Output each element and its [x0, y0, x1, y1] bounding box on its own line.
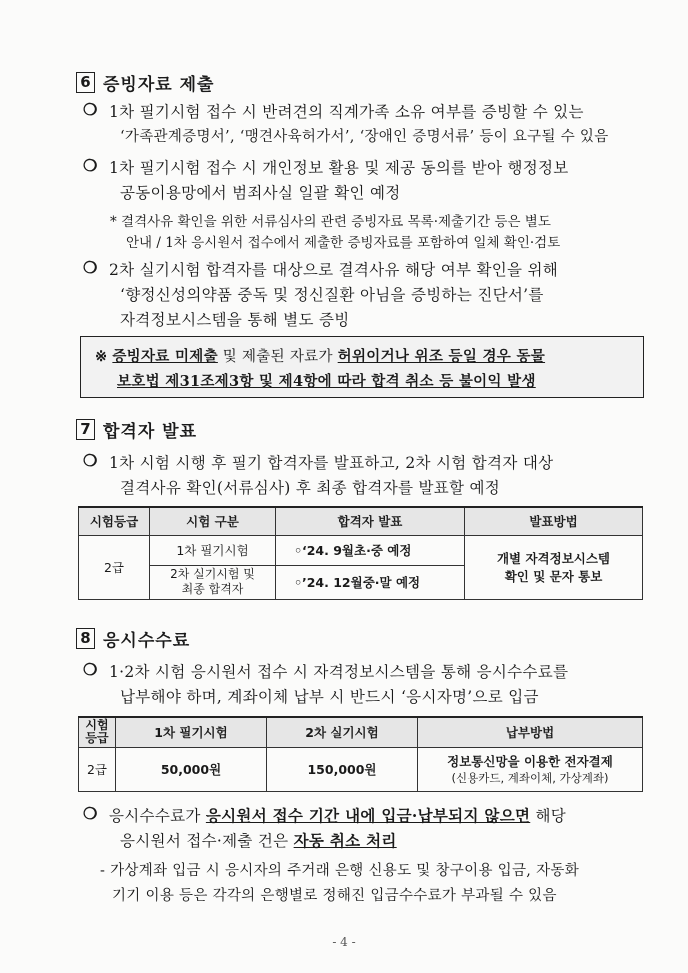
table-cell: 1차 필기시험	[150, 535, 276, 565]
paragraph-line	[109, 804, 566, 826]
table-header: 시험등급	[79, 507, 150, 535]
bullet-circle-icon: ❍	[83, 804, 98, 823]
dash-item-line: 기기 이용 등은 각각의 은행별로 정해진 입금수수료가 부과될 수 있음	[112, 888, 557, 904]
table-row	[79, 535, 643, 565]
table-header-row	[79, 717, 643, 747]
table-header: 발표방법	[465, 507, 643, 535]
method-line: 정보통신망을 이용한 전자결제	[447, 754, 613, 769]
bullet-circle-icon: ❍	[83, 660, 98, 679]
warning-line-2	[117, 370, 536, 391]
section-8-heading	[76, 626, 190, 651]
section-number: 8	[76, 628, 95, 649]
table-header: 납부방법	[418, 717, 643, 747]
table-cell: 2급	[79, 535, 150, 599]
paragraph-line: 1·2차 시험 응시원서 접수 시 자격정보시스템을 통해 응시수수료를	[109, 663, 569, 681]
emphasis-span: 자동 취소 처리	[293, 831, 397, 850]
cell-line: 2차 실기시험 및	[170, 567, 255, 581]
paragraph-line: 자격정보시스템을 통해 별도 증빙	[120, 311, 350, 329]
text-span: 응시수수료가	[109, 807, 206, 825]
table-header	[79, 717, 116, 747]
paragraph-line: 납부해야 하며, 계좌이체 납부 시 반드시 ‘응시자명’으로 입금	[120, 688, 539, 706]
cell-line: 최종 합격자	[181, 582, 244, 596]
page-number: - 4 -	[332, 935, 356, 949]
warning-emphasis: 증빙자료 미제출	[112, 348, 218, 365]
paragraph-line: 1차 필기시험 접수 시 반려견의 직계가족 소유 여부를 증빙할 수 있는	[109, 103, 584, 121]
header-line: 시험	[85, 718, 109, 733]
footnote-line: 안내 / 1차 응시원서 접수에서 제출한 증빙자료를 포함하여 일체 확인·검토	[126, 235, 561, 251]
section-title: 응시수수료	[103, 631, 191, 651]
table-header-row	[79, 507, 643, 535]
warning-line-1	[95, 345, 545, 366]
reference-mark: ※	[95, 348, 108, 365]
paragraph-line	[120, 829, 397, 851]
table-header: 합격자 발표	[276, 507, 465, 535]
dash-item-line: - 가상계좌 입금 시 응시자의 주거래 은행 신용도 및 창구이용 입금, 자동화	[100, 863, 580, 879]
table-cell	[418, 747, 643, 791]
paragraph-line: 1차 시험 시행 후 필기 합격자를 발표하고, 2차 시험 합격자 대상	[109, 454, 554, 472]
paragraph-line: ‘가족관계증명서’, ‘맹견사육허가서’, ‘장애인 증명서류’ 등이 요구될 수 있음	[120, 129, 609, 145]
section-7-heading	[76, 417, 197, 442]
paragraph-line: ‘향정신성의약품 중독 및 정신질환 아님을 증빙하는 진단서’를	[120, 286, 544, 304]
bullet-circle-icon: ❍	[83, 258, 98, 277]
method-line: 확인 및 문자 통보	[504, 569, 603, 584]
section-6-heading	[76, 70, 214, 95]
table-cell: 2급	[79, 747, 116, 791]
warning-emphasis: 보호법 제31조제3항 및 제4항에 따라 합격 취소 등 불이익 발생	[117, 373, 536, 390]
table-cell: ◦’24. 12월중·말 예정	[276, 565, 465, 599]
method-line: (신용카드, 계좌이체, 가상계좌)	[451, 771, 609, 785]
bullet-circle-icon: ❍	[83, 156, 98, 175]
bullet-circle-icon: ❍	[83, 451, 98, 470]
text-span: 응시원서 접수·제출 건은	[120, 832, 294, 850]
section-number: 6	[76, 72, 95, 93]
warning-box	[80, 336, 644, 398]
paragraph-line: 2차 실기시험 합격자를 대상으로 결격사유 해당 여부 확인을 위해	[109, 261, 559, 279]
bullet-circle-icon: ❍	[83, 100, 98, 119]
text-span: 해당	[530, 807, 567, 825]
table-header: 2차 실기시험	[267, 717, 418, 747]
emphasis-span: 응시원서 접수 기간 내에 입금·납부되지 않으면	[205, 806, 531, 825]
table-header: 1차 필기시험	[116, 717, 267, 747]
section-title: 합격자 발표	[103, 422, 198, 442]
table-row	[79, 747, 643, 791]
table-header: 시험 구분	[150, 507, 276, 535]
fee-table	[78, 716, 643, 792]
section-number: 7	[76, 419, 95, 440]
table-cell	[150, 565, 276, 599]
table-cell: 150,000원	[267, 747, 418, 791]
section-title: 증빙자료 제출	[103, 75, 215, 95]
table-cell	[465, 535, 643, 599]
announcement-table	[78, 506, 643, 600]
table-cell: ◦‘24. 9월초·중 예정	[276, 535, 465, 565]
footnote-line: * 결격사유 확인을 위한 서류심사의 관련 증빙자료 목록·제출기간 등은 별도	[110, 214, 551, 230]
method-line: 개별 자격정보시스템	[496, 551, 611, 566]
paragraph-line: 1차 필기시험 접수 시 개인정보 활용 및 제공 동의를 받아 행정정보	[109, 159, 569, 177]
paragraph-line: 결격사유 확인(서류심사) 후 최종 합격자를 발표할 예정	[120, 479, 501, 497]
table-cell: 50,000원	[116, 747, 267, 791]
warning-emphasis: 허위이거나 위조 등일 경우 동물	[337, 348, 546, 365]
header-line: 등급	[85, 731, 109, 746]
paragraph-line: 공동이용망에서 범죄사실 일괄 확인 예정	[120, 184, 401, 202]
warning-text: 및 제출된 자료가	[217, 349, 338, 365]
